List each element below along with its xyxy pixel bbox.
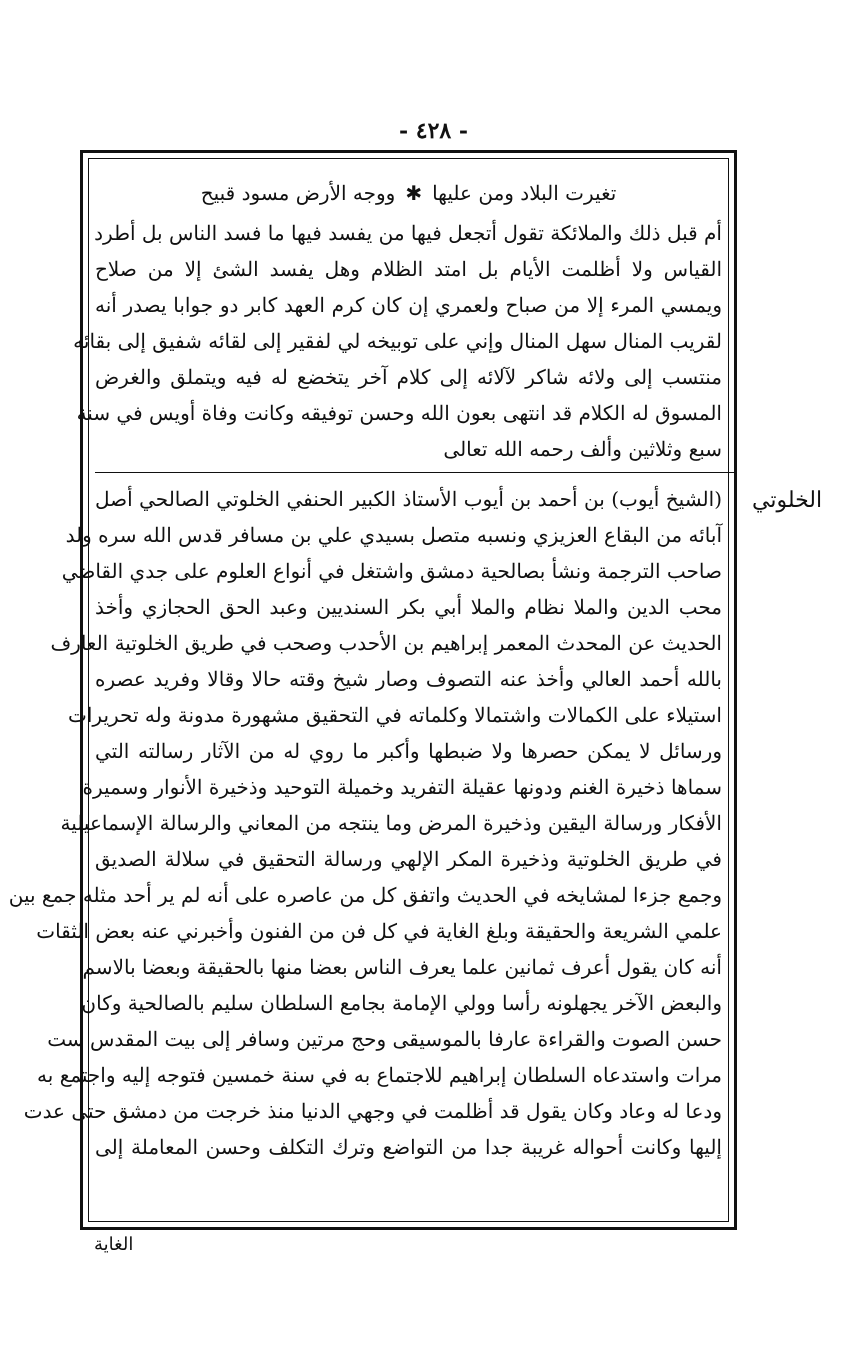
- text-line: الأفكار ورسالة اليقين وذخيرة المرض وما ينتجه من المعاني والرسالة الإسماعيلية: [60, 811, 722, 835]
- text-line: إليها وكانت أحواله غريبة جدا من التواضع وترك التكلف وحسن المعاملة إلى: [95, 1135, 722, 1159]
- text-line: علمي الشريعة والحقيقة وبلغ الغاية في كل فن من الفنون وأخبرني عنه بعض الثقات: [36, 919, 722, 943]
- text-line: الحديث عن المحدث المعمر إبراهيم بن الأحدب وصحب في طريق الخلوتية العارف: [50, 631, 722, 655]
- text-line: سماها ذخيرة الغنم ودونها عقيلة التفريد وخميلة التوحيد وذخيرة الأنوار وسميرة: [82, 775, 722, 799]
- page-number: - ٤٢٨ -: [398, 118, 469, 144]
- margin-note: الخلوتي: [752, 488, 823, 513]
- text-line: استيلاء على الكمالات واشتمالا وكلماته في التحقيق مشهورة مدونة وله تحريرات: [68, 703, 722, 727]
- text-line: سبع وثلاثين وألف رحمه الله تعالى: [443, 437, 722, 461]
- catchword: الغاية: [94, 1234, 134, 1255]
- text-line: محب الدين والملا نظام والملا أبي بكر السنديين وعبد الحق الحجازي وأخذ: [95, 595, 722, 619]
- text-line: أنه كان يقول أعرف ثمانين علما يعرف الناس بعضا منها بالحقيقة وبعضا بالاسم: [82, 955, 722, 979]
- text-line: صاحب الترجمة ونشأ بصالحية دمشق واشتغل في أنواع العلوم على جدي القاضي: [61, 559, 722, 583]
- text-line: والبعض الآخر يجهلونه رأسا وولي الإمامة بجامع السلطان سليم بالصالحية وكان: [81, 991, 722, 1015]
- text-line: أم قبل ذلك والملائكة تقول أتجعل فيها من يفسد فيها ما فسد الناس بل أطرد: [94, 221, 722, 245]
- verse-line: [83, 175, 734, 211]
- text-line: ورسائل لا يمكن حصرها ولا ضبطها وأكبر ما روي له من الآثار رسالته التي: [95, 739, 722, 763]
- text-line: حسن الصوت والقراءة عارفا بالموسيقى وحج مرتين وسافر إلى بيت المقدس ست: [47, 1027, 722, 1051]
- text-line: منتسب إلى ولائه شاكر لآلائه إلى كلام آخر يتخضع له فيه ويتملق والغرض: [95, 365, 722, 389]
- text-line: المسوق له الكلام قد انتهى بعون الله وحسن توفيقه وكانت وفاة أويس في سنة: [76, 401, 722, 425]
- text-frame: [8, 150, 737, 1230]
- text-line: بالله أحمد العالي وأخذ عنه التصوف وصار شيخ وقته حالا وقالا وفريد عصره: [95, 667, 722, 691]
- verse-second-hemistich: ووجه الأرض مسود قبيح: [200, 181, 396, 205]
- text-line: وجمع جزءا لمشايخه في الحديث واتفق كل من عاصره على أنه لم ير أحد مثله جمع بين: [8, 883, 722, 907]
- text-line: (الشيخ أيوب) بن أحمد بن أيوب الأستاذ الكبير الحنفي الخلوتي الصالحي أصل: [95, 487, 722, 511]
- entry-text: [8, 481, 722, 1165]
- text-line: مرات واستدعاه السلطان إبراهيم للاجتماع به في سنة خمسين فتوجه إليه واجتمع به: [37, 1063, 722, 1087]
- text-line: ويمسي المرء إلا من صباح ولعمري إن كان كرم العهد كابر دو جوابا يصدر أنه: [95, 293, 722, 317]
- text-line: ودعا له وعاد وكان يقول قد أظلمت في وجهي الدنيا منذ خرجت من دمشق حتى عدت: [23, 1099, 722, 1123]
- text-line: في طريق الخلوتية وذخيرة المكر الإلهي ورسالة التحقيق في سلالة الصديق: [95, 847, 722, 871]
- previous-entry-text: [73, 215, 722, 467]
- text-line: لقريب المنال سهل المنال وإني على توبيخه لي لفقير إلى لقائه شفيق إلى بقائه: [73, 329, 722, 353]
- text-line: آبائه من البقاع العزيزي ونسبه متصل بسيدي علي بن مسافر قدس الله سره ولد: [65, 523, 722, 547]
- verse-separator: ✱: [405, 181, 423, 205]
- entry-divider: [95, 472, 734, 473]
- verse-first-hemistich: تغيرت البلاد ومن عليها: [432, 181, 617, 205]
- text-line: القياس ولا أظلمت الأيام بل امتد الظلام وهل يفسد الشئ إلا من صلاح: [95, 257, 722, 281]
